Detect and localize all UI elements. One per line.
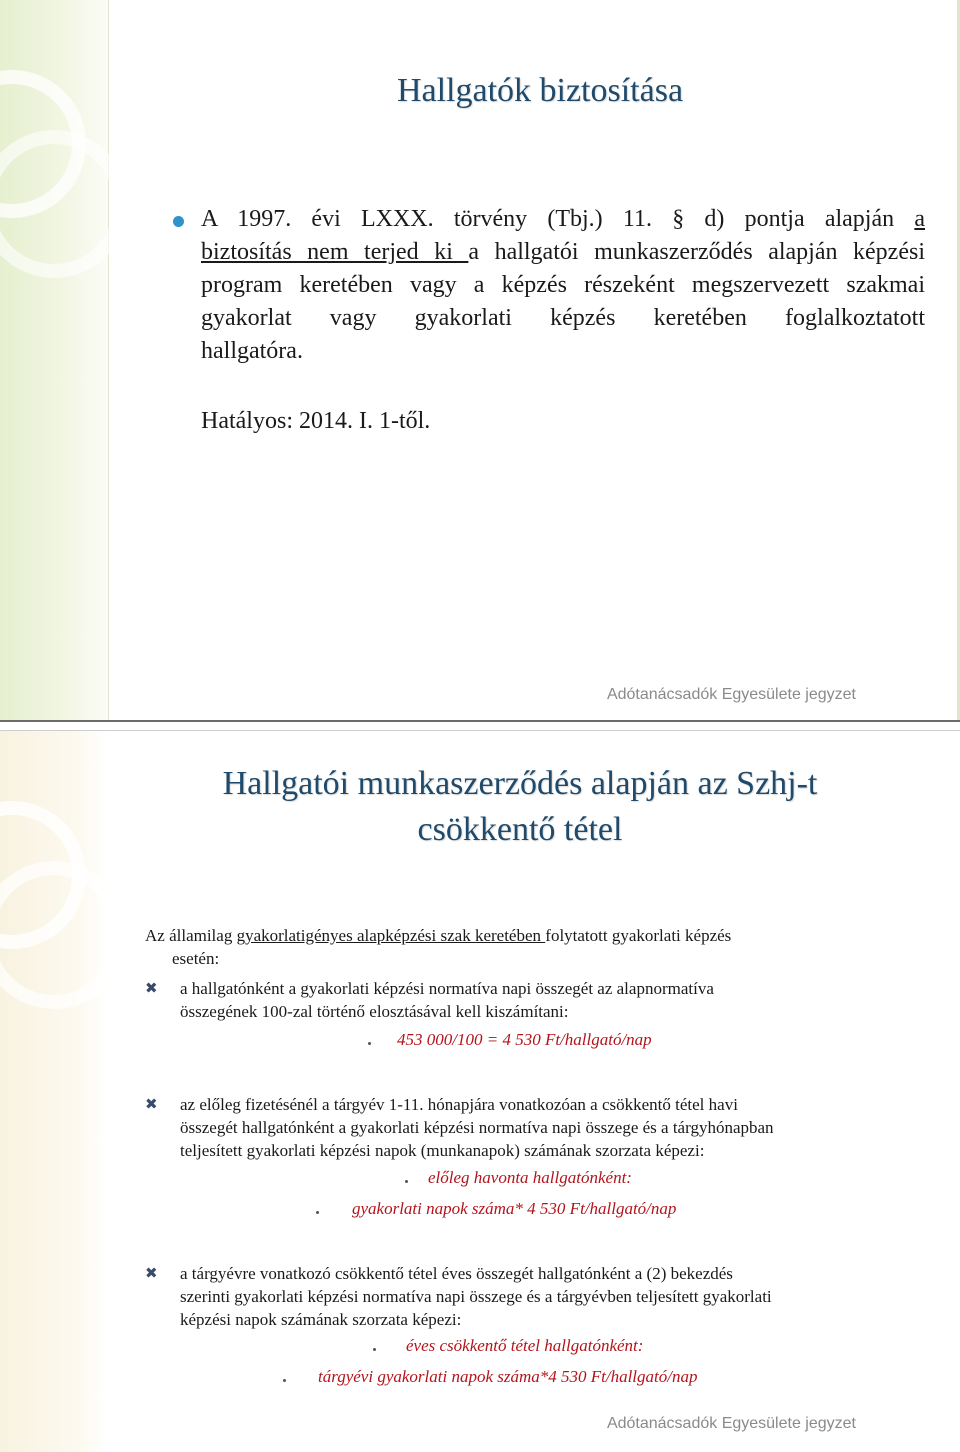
x-bullet-icon: ✖ (145, 1264, 158, 1282)
slide-title: Hallgatók biztosítása (396, 72, 684, 109)
formula: gyakorlati napok száma* 4 530 Ft/hallgató/nap (352, 1199, 677, 1218)
formula-label: előleg havonta hallgatónként: (428, 1168, 632, 1187)
sub-bullet-icon (368, 1042, 371, 1045)
x-bullet-icon: ✖ (145, 1095, 158, 1113)
slide-footer: Adótanácsadók Egyesülete jegyzet (606, 1415, 856, 1432)
sub-bullet-icon (405, 1180, 408, 1183)
formula: 453 000/100 = 4 530 Ft/hallgató/nap (397, 1030, 652, 1049)
sub-bullet-icon (283, 1379, 286, 1382)
paragraph-line: A 1997. évi LXXX. törvény (Tbj.) 11. § d) pontja alapján a (201, 206, 925, 232)
list-item: a tárgyévre vonatkozó csökkentő tétel éves összegét hallgatónként a (2) bekezdés szerinti gyakorlati képzési normatíva napi összege és a tárgyévben teljesített gyakorlati képzési napok számának szorzata képezi: (180, 1264, 772, 1329)
slide-sidebar-decoration (0, 0, 109, 720)
x-bullet-icon: ✖ (145, 979, 158, 997)
bullet-icon (173, 216, 184, 227)
formula-label: éves csökkentő tétel hallgatónként: (406, 1336, 644, 1355)
slide-sidebar-decoration (0, 731, 108, 1452)
list-item: a hallgatónként a gyakorlati képzési normatíva napi összegét az alapnormatíva összegének 100-zal történő elosztásával kell kiszámítani: (180, 979, 714, 1021)
paragraph-line: biztosítás nem terjed ki a hallgatói munkaszerződés alapján képzési (201, 239, 925, 265)
slide-2 (0, 730, 960, 1452)
list-item: az előleg fizetésénél a tárgyév 1-11. hónapjára vonatkozóan a csökkentő tétel havi összegét hallgatónként a gyakorlati képzési normatíva napi összege és a tárgyhónapban teljesített gyakorlati képzési napok (munkanapok) számának szorzata képezi: (180, 1095, 774, 1160)
formula: tárgyévi gyakorlati napok száma*4 530 Ft/hallgató/nap (318, 1367, 698, 1386)
paragraph-line: program keretében vagy a képzés részeként megszervezett szakmai (201, 272, 925, 298)
slide-1 (0, 0, 960, 722)
ring-decoration (0, 861, 128, 1009)
sub-bullet-icon (373, 1348, 376, 1351)
effective-date: Hatályos: 2014. I. 1-től. (201, 408, 431, 434)
ring-decoration (0, 130, 128, 278)
sub-bullet-icon (316, 1211, 319, 1214)
paragraph-line: hallgatóra. (201, 338, 303, 364)
paragraph-line: gyakorlat vagy gyakorlati képzés keretében foglalkoztatott (201, 305, 925, 331)
title-line: csökkentő tétel (417, 811, 623, 848)
slide-paragraph (201, 203, 925, 368)
intro-paragraph: Az államilag gyakorlatigényes alapképzési szak keretében folytatott gyakorlati képzés esetén: (145, 926, 732, 968)
slide-footer: Adótanácsadók Egyesülete jegyzet (606, 686, 856, 703)
title-line: Hallgatói munkaszerződés alapján az Szhj-t (222, 765, 818, 802)
slide-title (160, 761, 880, 853)
